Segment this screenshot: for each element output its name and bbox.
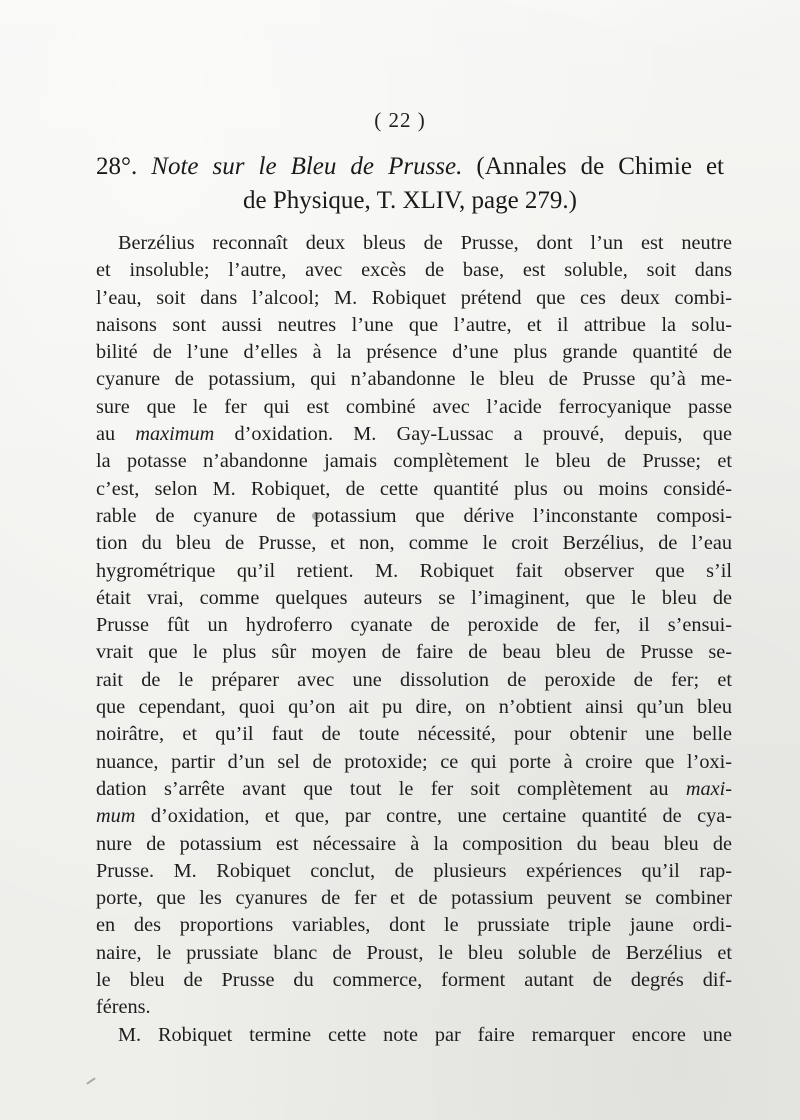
text-line: férens. [96, 996, 151, 1019]
text-fragment: d’oxidation. M. Gay-Lussac a prouvé, depuis, que [214, 423, 732, 446]
text-line: et insoluble; l’autre, avec excès de base, est soluble, soit dans [96, 259, 732, 282]
text-line: que cependant, quoi qu’on ait pu dire, on n’obtient ainsi qu’un bleu [96, 696, 732, 719]
text-line [96, 803, 732, 830]
text-line: tion du bleu de Prusse, et non, comme le croit Berzélius, de l’eau [96, 532, 732, 555]
text-line: en des proportions variables, dont le prussiate triple jaune ordi- [96, 914, 732, 937]
page-number: ( 22 ) [374, 108, 426, 132]
text-line: Berzélius reconnaît deux bleus de Prusse, dont l’un est neutre [118, 232, 732, 254]
paragraph-1 [96, 230, 732, 1022]
text-line: l’eau, soit dans l’alcool; M. Robiquet prétend que ces deux combi- [96, 286, 732, 309]
text-line: vrait que le plus sûr moyen de faire de beau bleu de Prusse se- [96, 641, 732, 664]
text-line: la potasse n’abandonne jamais complètement le bleu de Prusse; et [96, 450, 732, 473]
article-body [96, 230, 732, 1049]
text-fragment: au [96, 423, 136, 446]
heading-line-1 [96, 150, 724, 184]
text-line: naisons sont aussi neutres l’une que l’autre, et il attribue la solu- [96, 313, 732, 336]
ink-blot [312, 512, 320, 520]
text-line: Prusse fût un hydroferro cyanate de peroxide de fer, il s’ensui- [96, 614, 732, 637]
italic-term: maxi- [685, 777, 732, 800]
article-heading [96, 150, 736, 218]
text-line [96, 776, 732, 803]
article-title: Note sur le Bleu de Prusse. [151, 153, 463, 180]
text-fragment: dation s’arrête avant que tout le fer soit complètement au [96, 777, 686, 800]
text-line: cyanure de potassium, qui n’abandonne le bleu de Prusse qu’à me- [96, 368, 732, 391]
text-line: sure que le fer qui est combiné avec l’acide ferrocyanique passe [96, 395, 732, 418]
text-line: était vrai, comme quelques auteurs se l’imaginent, que le bleu de [96, 586, 732, 609]
text-fragment: d’oxidation, et que, par contre, une certaine quantité de cya- [135, 805, 732, 828]
source-citation-part-1: (Annales de Chimie et [476, 153, 724, 180]
text-line: naire, le prussiate blanc de Proust, le bleu soluble de Berzélius et [96, 941, 732, 964]
italic-term: mum [96, 805, 136, 828]
text-line: Prusse. M. Robiquet conclut, de plusieurs expériences qu’il rap- [96, 859, 732, 882]
article-number: 28°. [96, 153, 138, 180]
text-line: rable de cyanure de potassium que dérive l’inconstante composi- [96, 504, 732, 527]
text-line: rait de le préparer avec une dissolution de peroxide de fer; et [96, 668, 732, 691]
ink-mark [86, 1077, 95, 1084]
text-line: le bleu de Prusse du commerce, forment autant de degrés dif- [96, 969, 732, 992]
text-line: noirâtre, et qu’il faut de toute nécessité, pour obtenir une belle [96, 723, 732, 746]
text-line [96, 421, 732, 448]
text-line: hygrométrique qu’il retient. M. Robiquet fait observer que s’il [96, 559, 732, 582]
text-line: nure de potassium est nécessaire à la composition du beau bleu de [96, 832, 732, 855]
text-line: porte, que les cyanures de fer et de potassium peuvent se combiner [96, 887, 732, 910]
paragraph-2 [96, 1022, 732, 1049]
italic-term: maximum [135, 423, 215, 446]
text-line: bilité de l’une d’elles à la présence d’une plus grande quantité de [96, 341, 732, 364]
source-citation-part-2: de Physique, T. XLIV, page 279.) [243, 187, 577, 214]
text-line: c’est, selon M. Robiquet, de cette quantité plus ou moins considé- [96, 477, 732, 500]
text-line: M. Robiquet termine cette note par faire remarquer encore une [118, 1023, 732, 1046]
text-line: nuance, partir d’un sel de protoxide; ce qui porte à croire que l’oxi- [96, 750, 732, 773]
